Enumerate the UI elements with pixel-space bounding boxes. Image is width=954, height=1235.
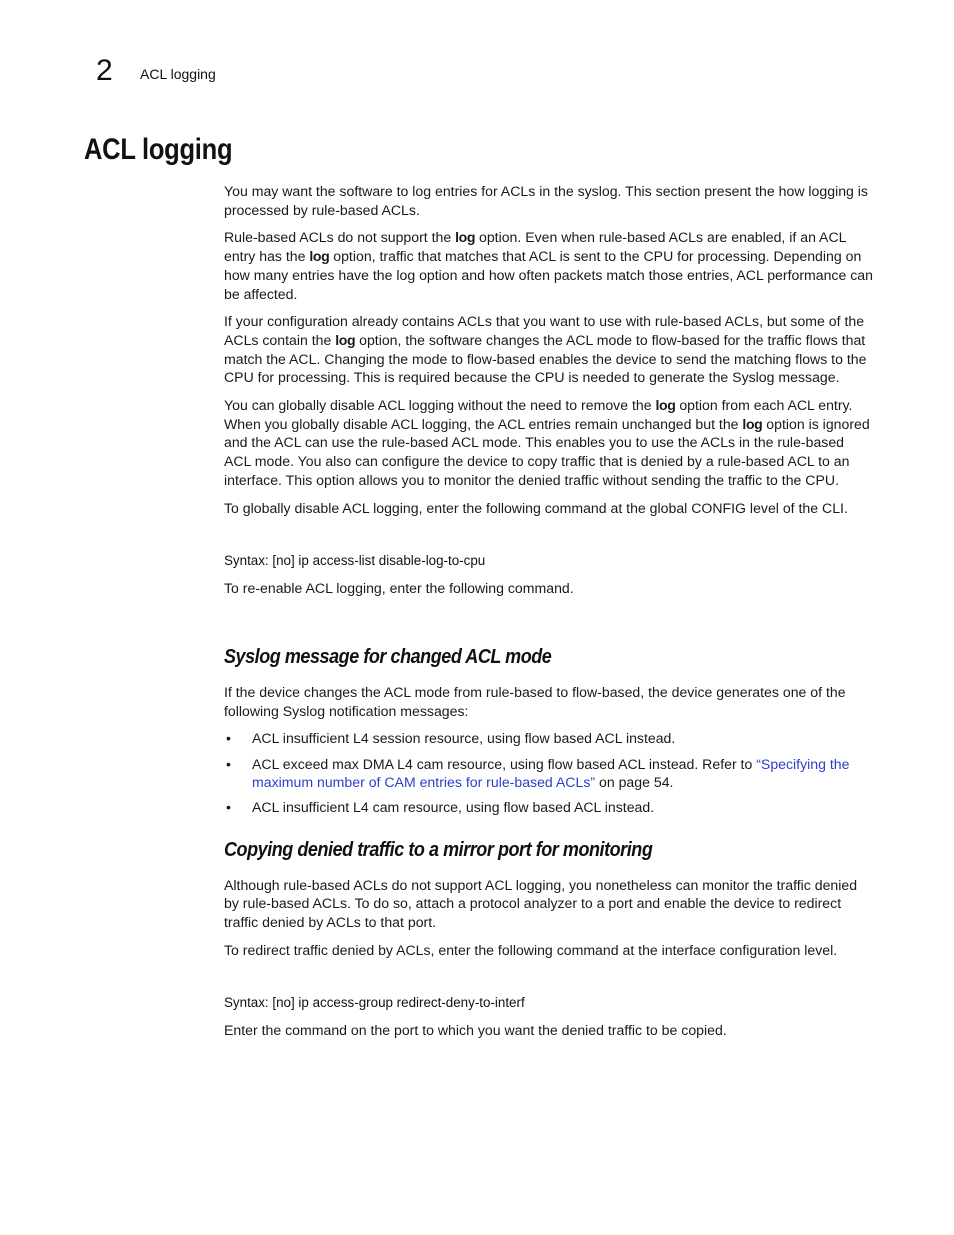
section1-paragraph: If the device changes the ACL mode from rule-based to flow-based, the device generates one of the following Syslog notification messages: — [224, 683, 846, 719]
spacer — [224, 607, 874, 645]
list-item-text: ACL exceed max DMA L4 cam resource, using flow based ACL instead. Refer to — [252, 755, 757, 772]
list-item — [224, 798, 874, 817]
text-run: You can globally disable ACL logging without the need to remove the — [224, 397, 656, 414]
syslog-message-list — [224, 729, 874, 817]
list-item-text: ACL insufficient L4 session resource, using flow based ACL instead. — [252, 730, 676, 747]
text-run: option, traffic that matches that ACL is sent to the CPU for processing. Depending on how many entries have the log option and how often packets match those entries, ACL performance can be affected. — [224, 248, 873, 302]
list-item — [224, 729, 874, 748]
section2-paragraph-2: To redirect traffic denied by ACLs, enter the following command at the interface configuration level. — [224, 941, 838, 958]
bullet-glyph: • — [226, 799, 231, 816]
text-run: If your configuration already contains ACLs that you want to use with rule-based ACLs, but some of the ACLs contain the — [224, 313, 865, 348]
main-content — [224, 182, 874, 1049]
log-keyword: log — [455, 229, 476, 246]
intro-paragraph-2 — [224, 228, 874, 303]
log-keyword: log — [742, 415, 763, 432]
section2-paragraph-1: Although rule-based ACLs do not support ACL logging, you nonetheless can monitor the traffic denied by rule-based ACLs. To do so, attach a protocol analyzer to a port and enable the device to redirect traffic denied by ACLs to that port. — [224, 876, 858, 931]
list-item — [224, 755, 874, 792]
list-item-text: ACL insufficient L4 cam resource, using flow based ACL instead. — [252, 799, 655, 816]
syntax-disable-log: Syntax: [no] ip access-list disable-log-to-cpu — [224, 553, 486, 569]
bullet-glyph: • — [226, 755, 231, 772]
log-keyword: log — [309, 248, 330, 265]
bullet-glyph: • — [226, 730, 231, 747]
cross-reference-link[interactable]: “Specifying the maximum number of CAM entries for rule-based ACLs” — [252, 755, 850, 791]
chapter-number: 2 — [96, 54, 113, 87]
intro-paragraph-6: To re-enable ACL logging, enter the following command. — [224, 580, 574, 597]
text-run: option from each ACL entry. When you globally disable ACL logging, the ACL entries remain unchanged but the — [224, 397, 853, 432]
intro-paragraph-3 — [224, 312, 874, 387]
text-run: Rule-based ACLs do not support the — [224, 229, 456, 246]
text-run: option, the software changes the ACL mode to flow-based for the traffic flows that match the ACL. Changing the mode to flow-based enables the device to send the matching flows to the CPU for processing. This is required because the CPU is needed to generate the Syslog message. — [224, 331, 867, 386]
log-keyword: log — [655, 397, 676, 414]
text-run: option. Even when rule-based ACLs are enabled, if an ACL entry has the — [224, 229, 846, 265]
section-heading-syslog: Syslog message for changed ACL mode — [224, 645, 552, 668]
text-run: option is ignored and the ACL can use the rule-based ACL mode. This enables you to use the ACLs in the rule-based ACL mode. You also can configure the device to copy traffic that is denied by a rule-based ACL to an interface. This option allows you to monitor the denied traffic without sending the traffic to the CPU. — [224, 415, 870, 488]
log-keyword: log — [335, 331, 356, 348]
spacer — [224, 824, 874, 838]
page-title: ACL logging — [84, 133, 233, 166]
intro-paragraph-4 — [224, 396, 874, 490]
intro-paragraph-1: You may want the software to log entries for ACLs in the syslog. This section present the how logging is processed by rule-based ACLs. — [224, 183, 868, 218]
list-item-text: on page 54. — [595, 774, 674, 791]
intro-paragraph-5: To globally disable ACL logging, enter the following command at the global CONFIG level of the CLI. — [224, 499, 848, 516]
syntax-redirect-deny: Syntax: [no] ip access-group redirect-deny-to-interf — [224, 995, 525, 1011]
running-head: ACL logging — [140, 66, 216, 82]
section-heading-mirror-port: Copying denied traffic to a mirror port for monitoring — [224, 838, 653, 861]
section2-paragraph-3: Enter the command on the port to which you want the denied traffic to be copied. — [224, 1022, 727, 1039]
